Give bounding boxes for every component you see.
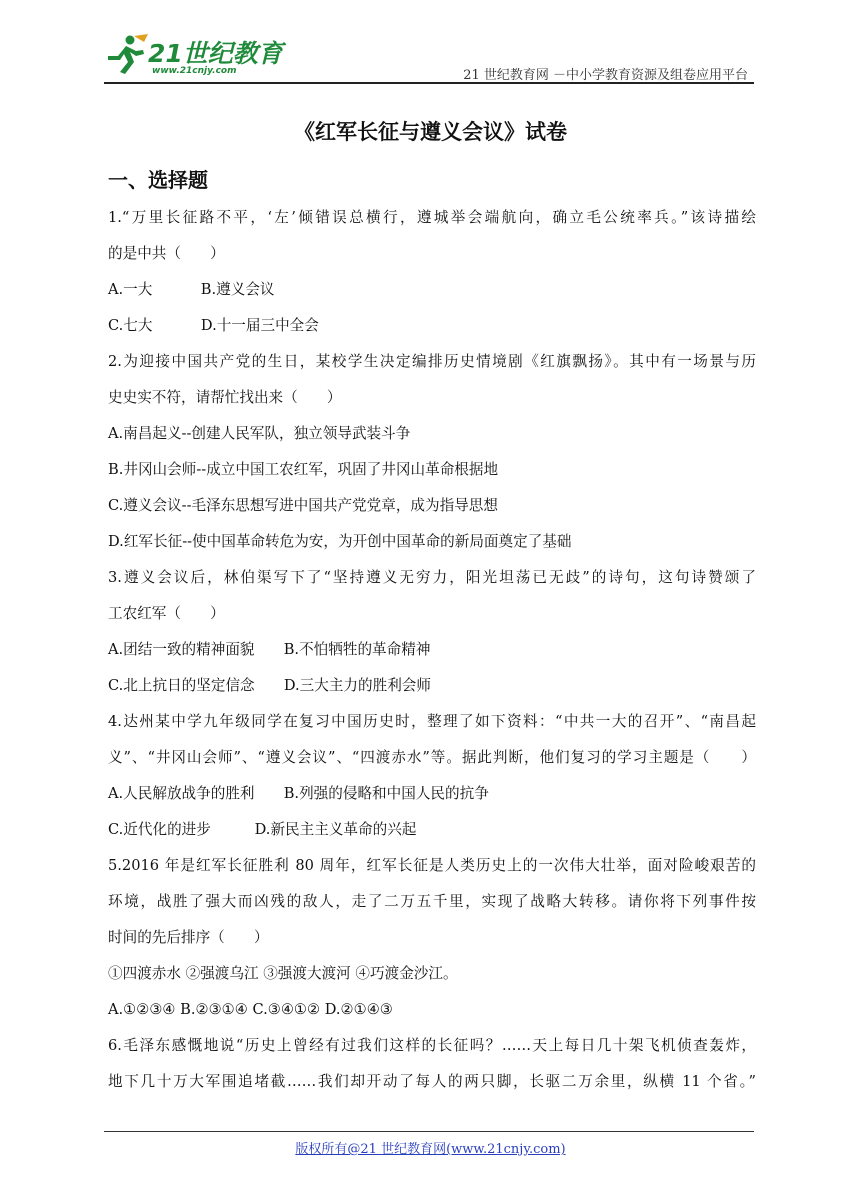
option-line: D.红军长征--使中国革命转危为安，为开创中国革命的新局面奠定了基础 <box>108 533 572 550</box>
option-line: C.遵义会议--毛泽东思想写进中国共产党党章，成为指导思想 <box>108 497 498 514</box>
logo-text: 21世纪教育 <box>148 39 283 68</box>
text-line: ①四渡赤水 ②强渡乌江 ③强渡大渡河 ④巧渡金沙江。 <box>108 965 458 982</box>
option-line: A.南昌起义--创建人民军队，独立领导武装斗争 <box>108 425 411 442</box>
page-header <box>104 30 754 82</box>
option-line: A.一大 B.遵义会议 <box>108 281 275 298</box>
text-line: 3.遵义会议后，林伯渠写下了“坚持遵义无穷力，阳光坦荡已无歧”的诗句，这句诗赞颂了 <box>108 569 756 586</box>
text-line: 6.毛泽东感慨地说“历史上曾经有过我们这样的长征吗？……天上每日几十架飞机侦查轰炸， <box>108 1037 756 1054</box>
footer-copyright-link[interactable]: 版权所有@21 世纪教育网(www.21cnjy.com) <box>295 1142 566 1157</box>
text-line: 的是中共（ ） <box>108 245 225 262</box>
option-line: C.七大 D.十一届三中全会 <box>108 317 319 334</box>
text-line: 4.达州某中学九年级同学在复习中国历史时，整理了如下资料：“中共一大的召开”、“南昌起 <box>108 713 756 730</box>
text-line: 2.为迎接中国共产党的生日，某校学生决定编排历史情境剧《红旗飘扬》。其中有一场景与历 <box>108 353 756 370</box>
text-line: 地下几十万大军围追堵截……我们却开动了每人的两只脚，长驱二万余里，纵横 11 个省。” <box>108 1073 756 1090</box>
site-logo <box>104 30 294 82</box>
option-line: A.①②③④ B.②③①④ C.③④①② D.②①④③ <box>108 1001 393 1018</box>
section-heading: 一、选择题 <box>108 168 208 192</box>
text-line: 史史实不符，请帮忙找出来（ ） <box>108 389 342 406</box>
option-line: C.北上抗日的坚定信念 D.三大主力的胜利会师 <box>108 677 431 694</box>
option-line: A.人民解放战争的胜利 B.列强的侵略和中国人民的抗争 <box>108 785 489 802</box>
option-line: B.井冈山会师--成立中国工农红军，巩固了井冈山革命根据地 <box>108 461 499 478</box>
text-line: 5.2016 年是红军长征胜利 80 周年，红军长征是人类历史上的一次伟大壮举，面对险峻艰苦的 <box>108 857 756 874</box>
text-line: 义”、“井冈山会师”、“遵义会议”、“四渡赤水”等。据此判断，他们复习的学习主题是（ ） <box>108 749 756 766</box>
question-content <box>108 200 756 1100</box>
site-title: 21 世纪教育网 －中小学教育资源及组卷应用平台 <box>463 68 748 83</box>
text-line: 工农红军（ ） <box>108 605 225 622</box>
text-line: 时间的先后排序（ ） <box>108 929 269 946</box>
logo-url: www.21cnjy.com <box>152 66 237 76</box>
header-divider <box>104 82 754 84</box>
page-title: 《红军长征与遵义会议》试卷 <box>294 120 567 144</box>
footer-divider <box>104 1131 754 1132</box>
option-line: A.团结一致的精神面貌 B.不怕牺牲的革命精神 <box>108 641 431 658</box>
runner-icon <box>104 34 150 74</box>
option-line: C.近代化的进步 D.新民主主义革命的兴起 <box>108 821 417 838</box>
text-line: 环境，战胜了强大而凶残的敌人，走了二万五千里，实现了战略大转移。请你将下列事件按 <box>108 893 756 910</box>
text-line: 1.“万里长征路不平，‘左’倾错误总横行，遵城举会端航向，确立毛公统率兵。”该诗描绘 <box>108 209 756 226</box>
